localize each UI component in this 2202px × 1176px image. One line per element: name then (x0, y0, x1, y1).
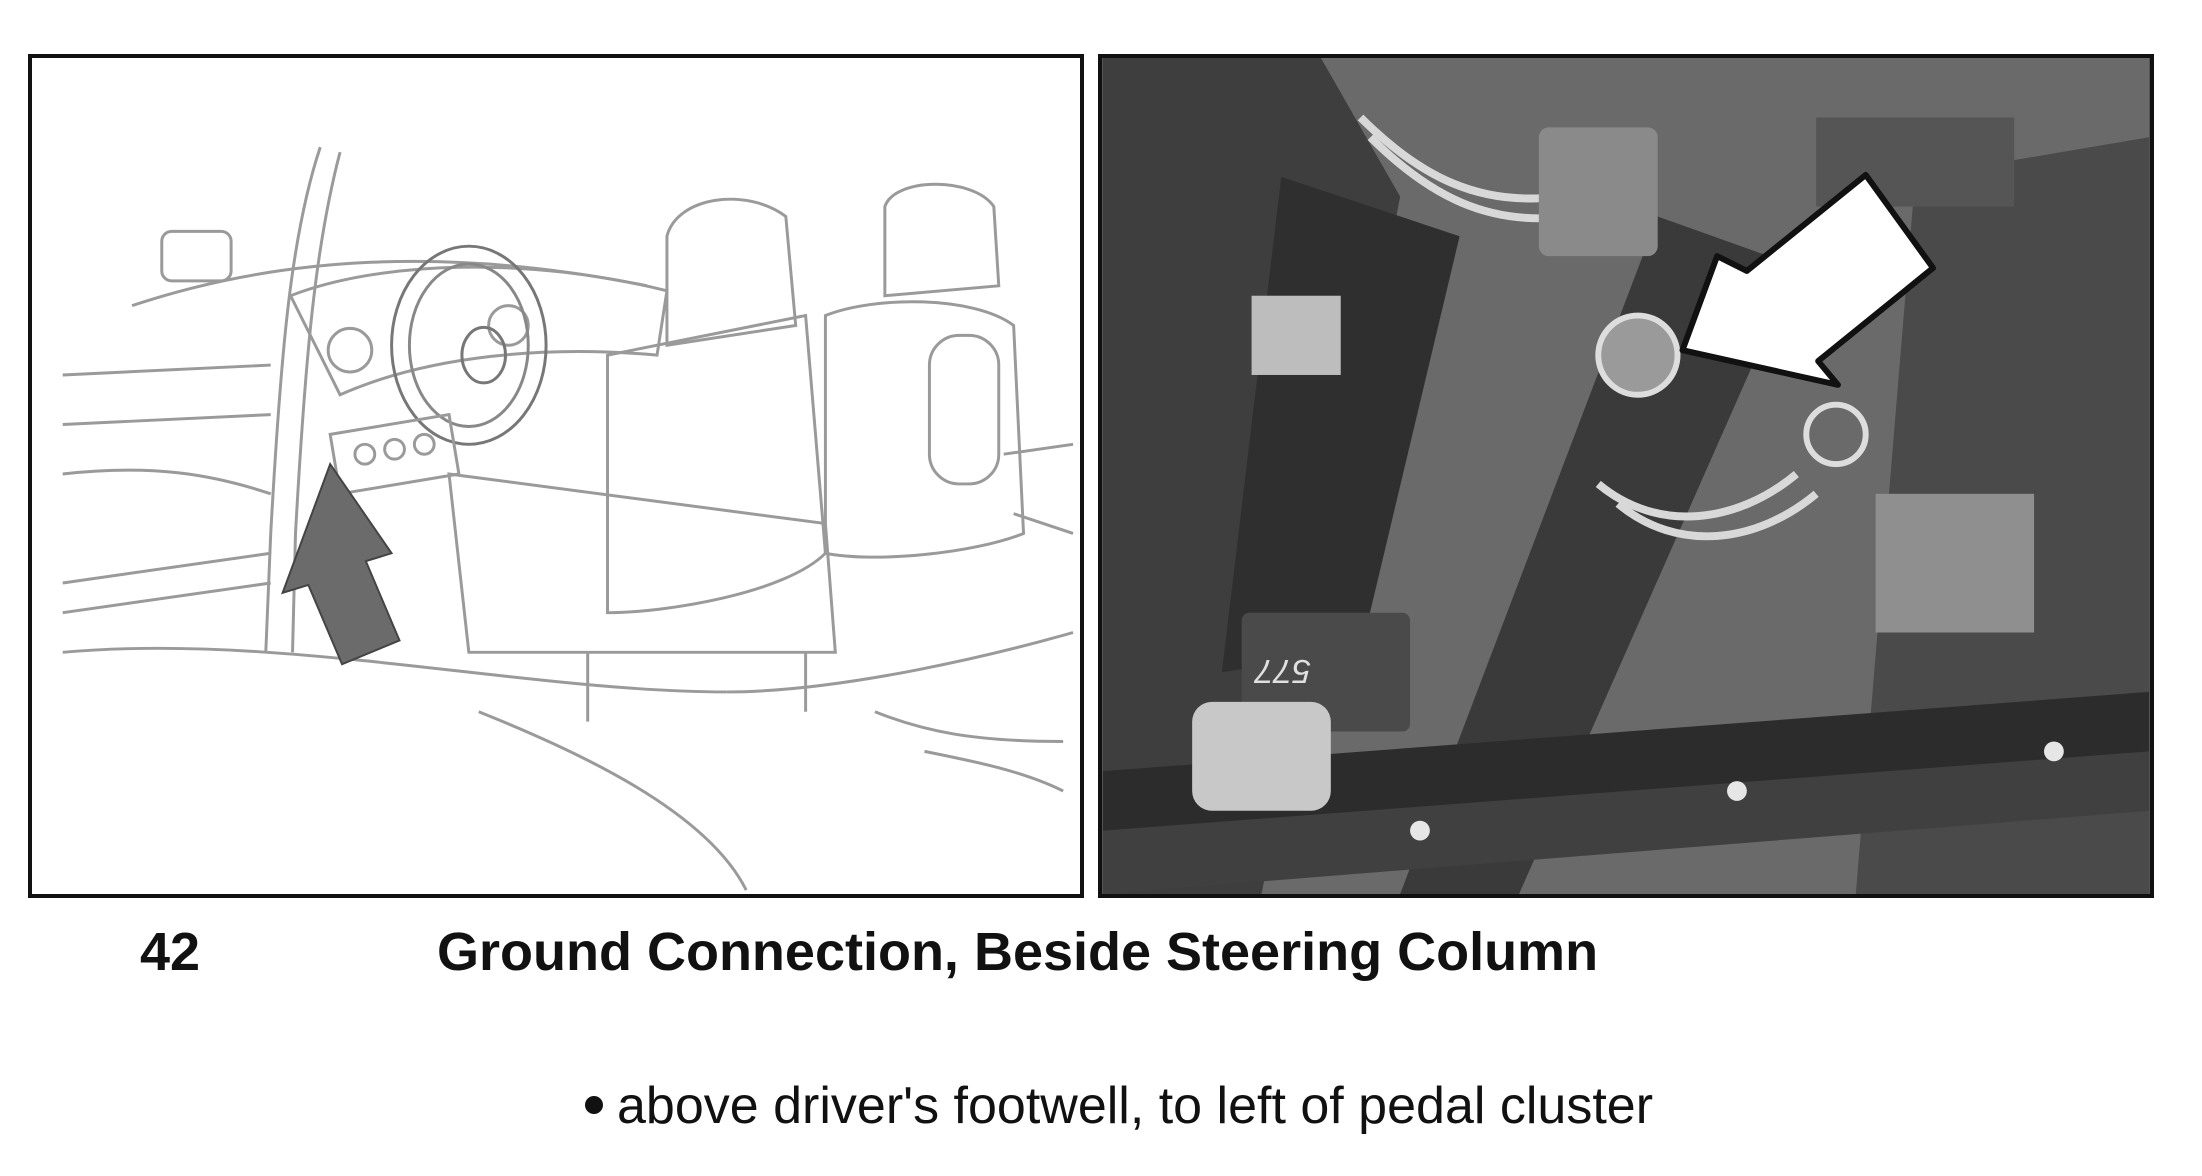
arrow-icon (283, 464, 400, 664)
interior-illustration (28, 54, 1084, 898)
photo-svg (1102, 58, 2150, 894)
figure-title: Ground Connection, Beside Steering Column (437, 922, 1599, 982)
photo-label: 577 (1254, 652, 1312, 690)
list-item (585, 1076, 1653, 1136)
component-photo (1098, 54, 2154, 898)
figure-number: 42 (140, 922, 201, 982)
bullet-text: above driver's footwell, to left of pedal cluster (617, 1077, 1654, 1135)
bullet-icon (585, 1096, 603, 1114)
illustration-svg (32, 58, 1080, 894)
